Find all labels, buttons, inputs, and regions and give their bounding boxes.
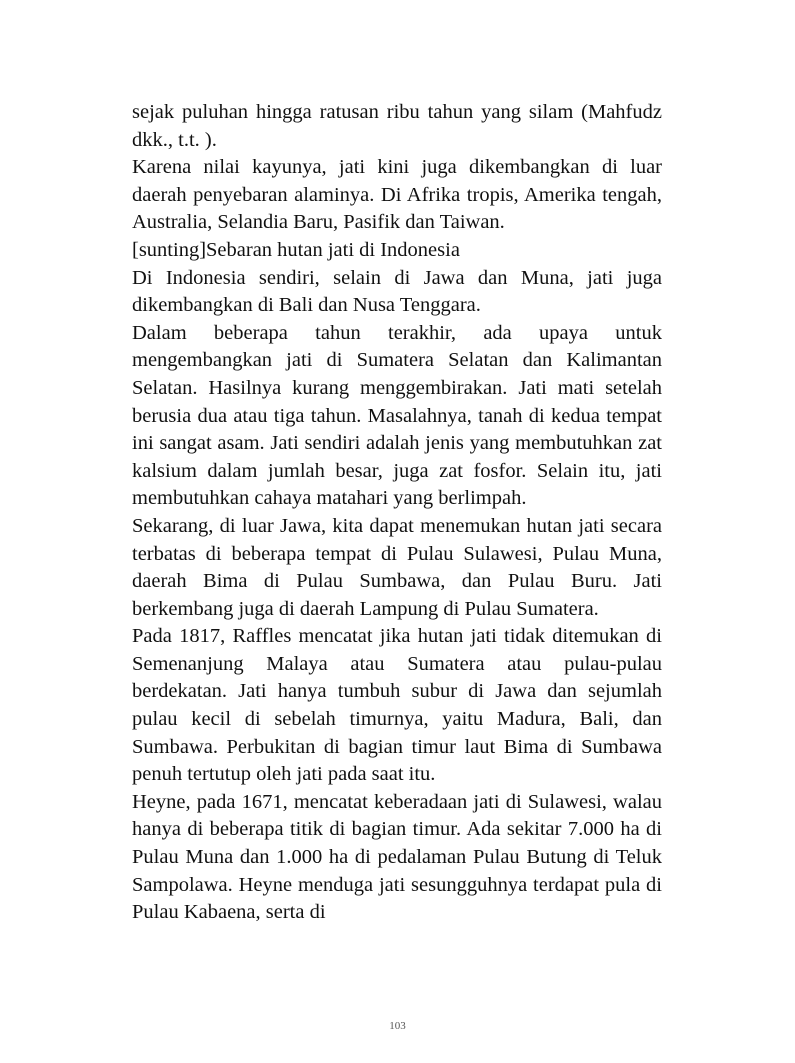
paragraph-sumatera-kalimantan: Dalam beberapa tahun terakhir, ada upaya untuk mengembangkan jati di Sumatera Selatan dan Kalimantan Selatan. Hasilnya kurang menggembirakan. Jati mati setelah berusia dua atau tiga tahun. Masalahnya, tanah di kedua tempat ini sangat asam. Jati sendiri adalah jenis yang membutuhkan zat kalsium dalam jumlah besar, juga zat fosfor. Selain itu, jati membutuhkan cahaya matahari yang berlimpah. <box>132 321 662 510</box>
page-number: 103 <box>389 1020 406 1032</box>
body-text <box>132 99 662 927</box>
paragraph-cultivation-abroad: Karena nilai kayunya, jati kini juga dikembangkan di luar daerah penyebaran alaminya. Di Afrika tropis, Amerika tengah, Australia, Selandia Baru, Pasifik dan Taiwan. <box>132 156 662 234</box>
paragraph-bali-nusa-tenggara: Di Indonesia sendiri, selain di Jawa dan Muna, jati juga dikembangkan di Bali dan Nusa Tenggara. <box>132 266 662 317</box>
paragraph-raffles-1817: Pada 1817, Raffles mencatat jika hutan jati tidak ditemukan di Semenanjung Malaya atau Sumatera atau pulau-pulau berdekatan. Jati hanya tumbuh subur di Jawa dan sejumlah pulau kecil di sebelah timurnya, yaitu Madura, Bali, dan Sumbawa. Perbukitan di bagian timur laut Bima di Sumbawa penuh tertutup oleh jati pada saat itu. <box>132 625 662 786</box>
paragraph-outside-java: Sekarang, di luar Jawa, kita dapat menemukan hutan jati secara terbatas di beberapa tempat di Pulau Sulawesi, Pulau Muna, daerah Bima di Pulau Sumbawa, dan Pulau Buru. Jati berkembang juga di daerah Lampung di Pulau Sumatera. <box>132 514 662 620</box>
section-heading-indonesia: [sunting]Sebaran hutan jati di Indonesia <box>132 238 460 261</box>
paragraph-heyne-1671: Heyne, pada 1671, mencatat keberadaan jati di Sulawesi, walau hanya di beberapa titik di bagian timur. Ada sekitar 7.000 ha di Pulau Muna dan 1.000 ha di pedalaman Pulau Butung di Teluk Sampolawa. Heyne menduga jati sesungguhnya terdapat pula di Pulau Kabaena, serta di <box>132 790 662 924</box>
paragraph-intro-continuation: sejak puluhan hingga ratusan ribu tahun yang silam (Mahfudz dkk., t.t. ). <box>132 101 662 151</box>
